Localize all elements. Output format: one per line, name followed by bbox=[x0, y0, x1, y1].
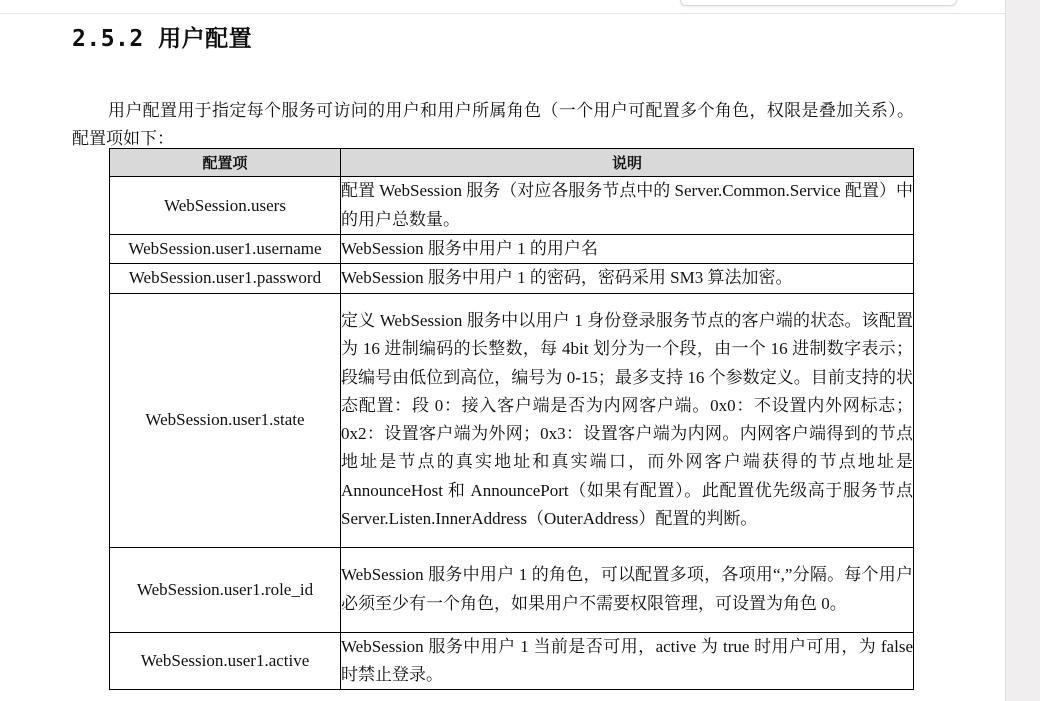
page-top-divider bbox=[0, 13, 1005, 14]
config-description: 定义 WebSession 服务中以用户 1 身份登录服务节点的客户端的状态。该配置为 16 进制编码的长整数，每 4bit 划分为一个段，由一个 16 进制数字表示；段编号由低位到高位，编号为 0-15；最多支持 16 个参数定义。目前支持的状态配置：段 0：接入客户端是否为内网客户端。0x0：不设置内外网标志；0x2：设置客户端为外网；0x3：设置客户端为内网。内网客户端得到的节点地址是节点的真实地址和真实端口，而外网客户端获得的节点地址是 AnnounceHost 和 AnnouncePort（如果有配置）。此配置优先级高于服务节点 Server.Listen.InnerAddress（OuterAddress）配置的判断。 bbox=[341, 293, 914, 547]
floating-toolbar-edge bbox=[680, 0, 957, 6]
config-description: WebSession 服务中用户 1 的用户名 bbox=[341, 235, 914, 264]
config-description: WebSession 服务中用户 1 的密码，密码采用 SM3 算法加密。 bbox=[341, 264, 914, 293]
table-row bbox=[110, 235, 914, 264]
config-description: 配置 WebSession 服务（对应各服务节点中的 Server.Common.Service 配置）中的用户总数量。 bbox=[341, 177, 914, 235]
config-key: WebSession.user1.role_id bbox=[110, 547, 341, 632]
table-row bbox=[110, 264, 914, 293]
config-key: WebSession.user1.state bbox=[110, 293, 341, 547]
config-key: WebSession.user1.active bbox=[110, 632, 341, 690]
table-row bbox=[110, 547, 914, 632]
config-key: WebSession.user1.password bbox=[110, 264, 341, 293]
config-key: WebSession.users bbox=[110, 177, 341, 235]
table-row bbox=[110, 293, 914, 547]
viewer-right-gutter bbox=[1005, 0, 1040, 701]
config-table bbox=[109, 148, 914, 690]
config-description: WebSession 服务中用户 1 的角色，可以配置多项，各项用“,”分隔。每个用户必须至少有一个角色，如果用户不需要权限管理，可设置为角色 0。 bbox=[341, 547, 914, 632]
intro-paragraph: 用户配置用于指定每个服务可访问的用户和用户所属角色（一个用户可配置多个角色，权限是叠加关系）。配置项如下： bbox=[72, 101, 914, 149]
table-row bbox=[110, 177, 914, 235]
section-heading: 2.5.2 用户配置 bbox=[72, 26, 253, 52]
table-row bbox=[110, 632, 914, 690]
config-key: WebSession.user1.username bbox=[110, 235, 341, 264]
header-description: 说明 bbox=[341, 149, 914, 177]
table-header-row bbox=[110, 149, 914, 177]
config-description: WebSession 服务中用户 1 当前是否可用，active 为 true 时用户可用，为 false 时禁止登录。 bbox=[341, 632, 914, 690]
header-config-item: 配置项 bbox=[110, 149, 341, 177]
